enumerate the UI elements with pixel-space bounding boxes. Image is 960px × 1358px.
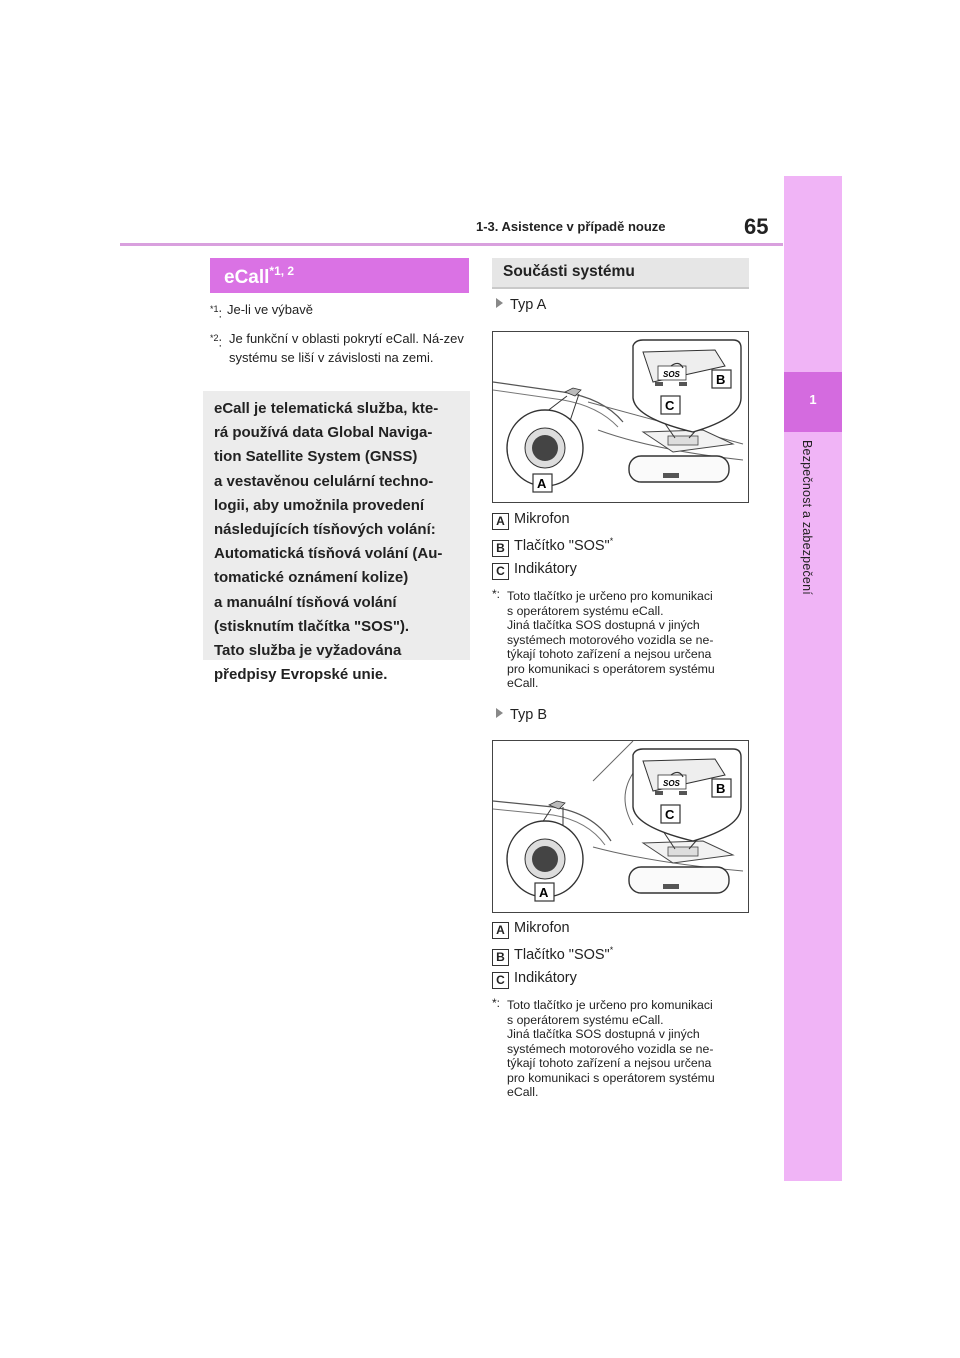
sos-label: SOS — [663, 370, 680, 379]
ecall-title: eCall — [224, 267, 270, 288]
info-line: rá používá data Global Naviga- — [214, 424, 433, 442]
page-number: 65 — [744, 214, 769, 239]
svg-text:C: C — [665, 807, 675, 822]
info-line: eCall je telematická služba, kte- — [214, 400, 439, 417]
legend-row-a — [492, 920, 570, 938]
info-line: tion Satellite System (GNSS) — [214, 448, 418, 466]
ecall-title-footnote-ref: *1, 2 — [269, 264, 295, 278]
note-line: pro komunikaci s operátorem systému — [507, 661, 715, 676]
note-line: systémech motorového vozidla se ne- — [507, 1041, 714, 1056]
note-line: eCall. — [507, 676, 539, 690]
type-b-illustration — [492, 740, 749, 913]
footnote-text: Je funkční v oblasti pokrytí eCall. Ná-zev systému se liší v závislosti na zemi. — [229, 331, 464, 365]
svg-text:B: B — [716, 781, 726, 796]
legend-key: B — [492, 540, 509, 557]
ecall-info-box — [203, 391, 470, 684]
note-line: Jiná tlačítka SOS dostupná v jiných — [507, 618, 700, 632]
legend-key: A — [492, 922, 509, 939]
legend-label: Indikátory — [514, 970, 577, 986]
sos-label: SOS — [663, 779, 680, 788]
info-line: následujících tísňových volání: — [214, 521, 436, 539]
legend-label: Mikrofon — [514, 511, 570, 527]
note-mark: *: — [492, 996, 501, 1010]
chapter-number: 1 — [809, 392, 817, 407]
legend-row-c — [492, 970, 577, 988]
legend-key: C — [492, 563, 509, 580]
info-line: Tato služba je vyžadována — [214, 642, 402, 660]
info-line: Automatická tísňová volání (Au- — [214, 545, 443, 563]
legend-footnote-ref: * — [609, 536, 614, 546]
note-line: Toto tlačítko je určeno pro komunikaci — [507, 589, 713, 603]
legend-key: A — [492, 513, 509, 530]
footnote-mark: *1 — [210, 304, 219, 314]
info-line: a vestavěnou celulární techno- — [214, 472, 434, 490]
info-line: tomatické oznámení kolize) — [214, 569, 409, 587]
note-line: týkají tohoto zařízení a nejsou určena — [507, 1056, 712, 1070]
components-title-banner: Součásti systému — [492, 258, 749, 289]
svg-text:C: C — [665, 398, 675, 413]
chapter-tab — [784, 176, 842, 1181]
chapter-title: Bezpečnost a zabezpečení — [800, 440, 814, 595]
type-b-title: Typ B — [496, 707, 547, 723]
note-line: s operátorem systému eCall. — [507, 603, 664, 618]
type-b-note — [492, 998, 754, 1100]
header-divider — [120, 243, 783, 246]
info-line: (stisknutím tlačítka "SOS"). — [214, 617, 410, 635]
type-a-title: Typ A — [496, 297, 546, 313]
legend-label: Mikrofon — [514, 920, 570, 936]
footnote-text: Je-li ve výbavě — [227, 302, 313, 317]
type-a-illustration — [492, 331, 749, 503]
note-line: s operátorem systému eCall. — [507, 1012, 664, 1027]
footnote-1: $^{*1}$: Je-li ve výbavě — [210, 300, 472, 319]
legend-key: B — [492, 949, 509, 966]
info-line: logii, aby umožnila provedení — [214, 496, 425, 514]
type-a-note — [492, 589, 754, 691]
note-line: Jiná tlačítka SOS dostupná v jiných — [507, 1027, 700, 1041]
svg-text:A: A — [539, 885, 549, 900]
legend-row-b — [492, 536, 613, 554]
section-header: 1-3. Asistence v případě nouze — [476, 219, 666, 234]
note-mark: *: — [492, 587, 501, 601]
info-line: předpisy Evropské unie. — [214, 666, 388, 684]
triangle-bullet-icon — [496, 708, 503, 718]
note-line: týkají tohoto zařízení a nejsou určena — [507, 647, 712, 661]
legend-row-b — [492, 945, 613, 963]
legend-key: C — [492, 972, 509, 989]
legend-label: Tlačítko "SOS" — [514, 946, 610, 963]
triangle-bullet-icon — [496, 298, 503, 308]
note-line: pro komunikaci s operátorem systému — [507, 1070, 715, 1085]
svg-text:B: B — [716, 372, 726, 387]
legend-row-a — [492, 511, 570, 529]
ecall-title-banner — [210, 258, 469, 293]
footnote-2: $^{*2}$: Je funkční v oblasti pokrytí eCall. Ná-zev systému se liší v závislosti na zemi. — [210, 329, 472, 367]
note-line: eCall. — [507, 1085, 539, 1099]
note-line: systémech motorového vozidla se ne- — [507, 632, 714, 647]
legend-footnote-ref: * — [609, 945, 614, 955]
overhead-console-illustration — [493, 332, 747, 501]
info-line: a manuální tísňová volání — [214, 593, 397, 611]
overhead-console-illustration — [493, 741, 747, 911]
legend-row-c — [492, 561, 577, 579]
legend-label: Tlačítko "SOS" — [514, 537, 610, 554]
legend-label: Indikátory — [514, 561, 577, 577]
note-line: Toto tlačítko je určeno pro komunikaci — [507, 998, 713, 1012]
footnote-mark: *2 — [210, 333, 219, 343]
svg-text:A: A — [537, 476, 547, 491]
